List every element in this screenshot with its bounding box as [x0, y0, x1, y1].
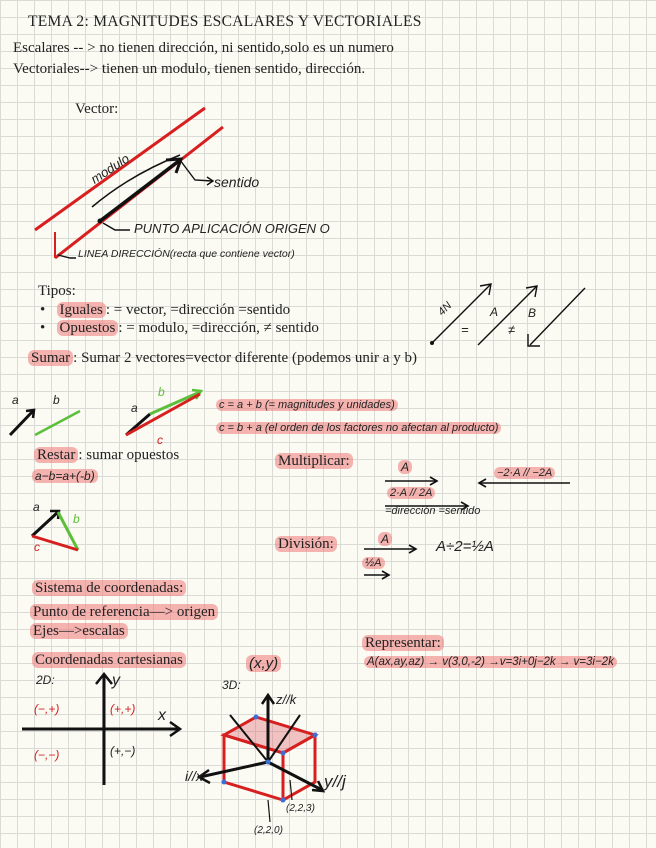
punto-aplicacion-label: PUNTO APLICACIÓN ORIGEN O [134, 221, 330, 236]
quadrant-3: (−,−) [34, 748, 60, 762]
tipo-opuestos: • Opuestos : = modulo, =dirección, ≠ sentido [40, 320, 319, 336]
quadrant-4: (+,−) [110, 744, 136, 758]
tipo-iguales: • Iguales : = vector, =dirección =sentido [40, 302, 291, 318]
sumar-vec-b-1: b [53, 393, 60, 407]
coordenadas-xy: (x,y) [246, 655, 281, 672]
modulo-label: modulo [88, 150, 132, 187]
label-2d: 2D: [36, 673, 55, 687]
restar-text: : sumar opuestos [78, 447, 180, 463]
tipos-heading: Tipos: [38, 283, 76, 299]
axis-i-3d: i//x [185, 768, 203, 784]
division-label: División: [275, 536, 337, 552]
quadrant-1: (+,+) [110, 702, 136, 716]
sumar-formula-2: c = b + a (el orden de los factores no afectan al producto) [216, 422, 501, 434]
restar-vec-a: a [33, 500, 40, 514]
multiplicar-note: =dirección =sentido [385, 505, 481, 517]
quadrant-2: (−,+) [34, 702, 60, 716]
sumar-vec-c: c [157, 433, 163, 447]
representar-label: Representar: [362, 635, 444, 651]
axis-x-2d: x [158, 707, 166, 724]
sumar-text: : Sumar 2 vectores=vector diferente (podemos unir a y b) [73, 350, 417, 366]
restar-formula: a−b=a+(-b) [32, 469, 98, 483]
tipos-notequal-sign: ≠ [508, 322, 516, 337]
escalares-definition: Escalares -- > no tienen dirección, ni sentido,solo es un numero [13, 40, 394, 56]
sumar-formula-1: c = a + b (= magnitudes y unidades) [216, 399, 398, 411]
representar-line [362, 635, 444, 652]
opuestos-text: : = modulo, =dirección, ≠ sentido [118, 320, 319, 336]
axis-y-2d: y [112, 672, 120, 689]
sumar-label: Sumar [28, 350, 73, 366]
division-half: ½A [362, 557, 385, 569]
multiplicar-pos: 2·A // 2A [387, 487, 435, 499]
division-formula: A÷2=½A [436, 538, 494, 555]
tipos-4n-label: 4N [435, 299, 455, 319]
vector-heading: Vector: [75, 101, 119, 117]
tipos-a-label: A [490, 305, 499, 319]
representar-formula: A(ax,ay,az) → v(3,0,-2) →v=3i+0j−2k → v=3i−2k [364, 656, 617, 668]
axis-y-3d: y//j [324, 772, 346, 791]
multiplicar-neg: −2·A // −2A [494, 467, 555, 479]
point-220: (2,2,0) [254, 825, 283, 836]
opuestos-label: Opuestos [57, 320, 119, 336]
restar-vec-b: b [73, 512, 80, 526]
tipos-b-label: B [528, 306, 537, 320]
punto-referencia: Punto de referencia—> origen [30, 604, 218, 621]
iguales-text: : = vector, =dirección =sentido [105, 302, 291, 318]
sumar-vec-a-2: a [131, 401, 138, 415]
sumar-vec-a-1: a [12, 393, 19, 407]
restar-vec-c: c [34, 540, 40, 554]
vectoriales-definition: Vectoriales--> tienen un modulo, tienen sentido, dirección. [13, 61, 366, 77]
sumar-vec-b-2: b [158, 385, 165, 399]
ejes-escalas: Ejes—>escalas [30, 623, 128, 640]
page-title: TEMA 2: MAGNITUDES ESCALARES Y VECTORIALES [28, 13, 422, 30]
point-223: (2,2,3) [286, 803, 315, 814]
axis-z-3d: z//k [276, 692, 297, 707]
restar-label: Restar [34, 447, 78, 463]
sentido-label: sentido [214, 174, 260, 190]
sistema-coordenadas: Sistema de coordenadas: [32, 580, 186, 597]
coordenadas-cartesianas: Coordenadas cartesianas [32, 652, 186, 669]
tipos-equal-sign: = [461, 322, 469, 337]
division-a: A [378, 532, 392, 546]
linea-direccion-label: LINEA DIRECCIÓN(recta que contiene vector) [78, 248, 295, 260]
label-3d: 3D: [222, 678, 241, 692]
multiplicar-a: A [398, 460, 412, 474]
iguales-label: Iguales [57, 302, 106, 318]
multiplicar-label: Multiplicar: [275, 453, 353, 469]
